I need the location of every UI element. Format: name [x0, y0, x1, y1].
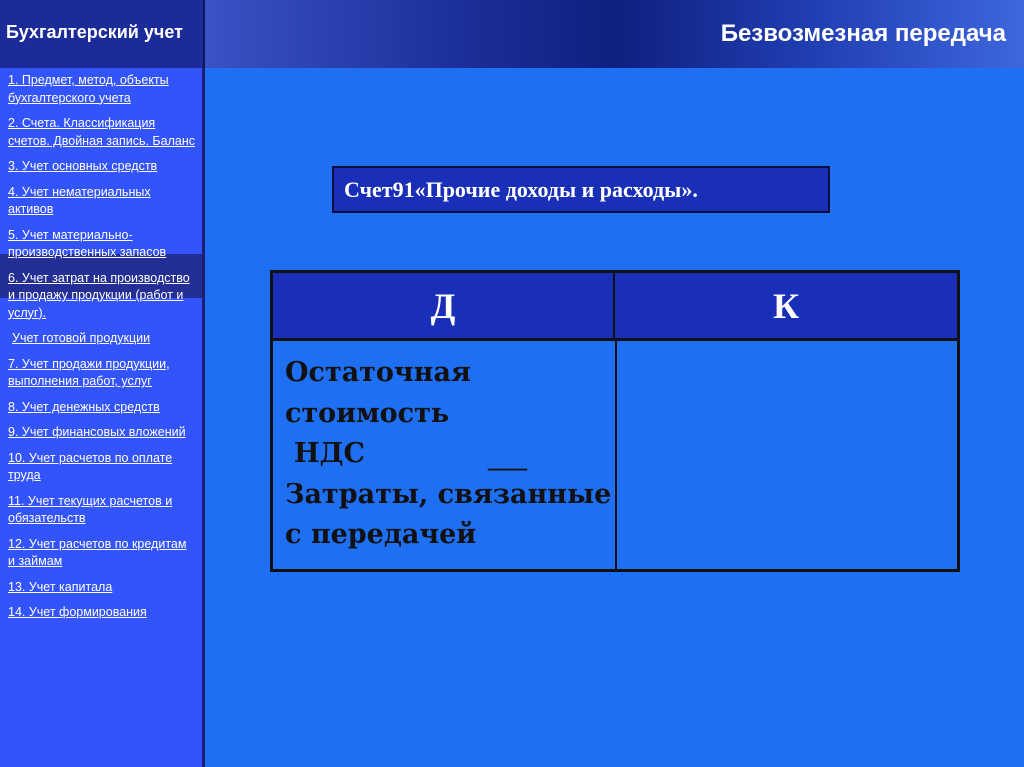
sidebar-item-finished-goods[interactable]: Учет готовой продукции	[12, 331, 151, 345]
sidebar-item-7[interactable]: 7. Учет продажи продукции, выполнения работ, услуг	[8, 356, 170, 388]
debit-line: с передачей	[285, 519, 477, 550]
sidebar-item-3[interactable]: 3. Учет основных средств	[8, 159, 158, 173]
sidebar-item-13[interactable]: 13. Учет капитала	[8, 579, 113, 594]
sidebar-nav	[0, 68, 205, 767]
debit-line: Затраты, связанные	[285, 478, 612, 510]
sidebar-item-5[interactable]: 5. Учет материально-производственных запасов	[8, 227, 167, 259]
column-divider	[615, 341, 617, 569]
sidebar-item-4[interactable]: 4. Учет нематериальных активов	[8, 184, 151, 216]
sidebar-item-14[interactable]: 14. Учет формирования	[8, 605, 147, 619]
debit-header: Д	[273, 273, 615, 341]
sidebar-item-12[interactable]: 12. Учет расчетов по кредитам и займам	[8, 536, 187, 568]
sidebar-item-9[interactable]: 9. Учет финансовых вложений	[8, 425, 186, 439]
sidebar-item-11[interactable]: 11. Учет текущих расчетов и обязательств	[8, 493, 173, 525]
sidebar-item-8[interactable]: 8. Учет денежных средств	[8, 399, 160, 414]
credit-value: ___	[488, 444, 527, 473]
sidebar-item-1[interactable]: 1. Предмет, метод, объекты бухгалтерского учета	[8, 73, 169, 105]
debit-line: Остаточная	[285, 357, 471, 388]
t-account-table	[270, 270, 960, 572]
sidebar-title: Бухгалтерский учет	[0, 0, 205, 68]
credit-header: К	[615, 273, 957, 341]
page-title: Безвозмезная передача	[720, 20, 1006, 47]
account-title-box: Счет91«Прочие доходы и расходы».	[332, 166, 830, 213]
debit-line: стоимость	[285, 397, 450, 429]
sidebar-item-2[interactable]: 2. Счета. Классификация счетов. Двойная запись. Баланс	[8, 116, 195, 148]
sidebar-item-6[interactable]: 6. Учет затрат на производство и продажу продукции (работ и услуг).	[8, 270, 190, 320]
sidebar-item-10[interactable]: 10. Учет расчетов по оплате труда	[8, 450, 173, 482]
debit-line: НДС	[294, 438, 366, 469]
debit-cell	[285, 353, 610, 556]
